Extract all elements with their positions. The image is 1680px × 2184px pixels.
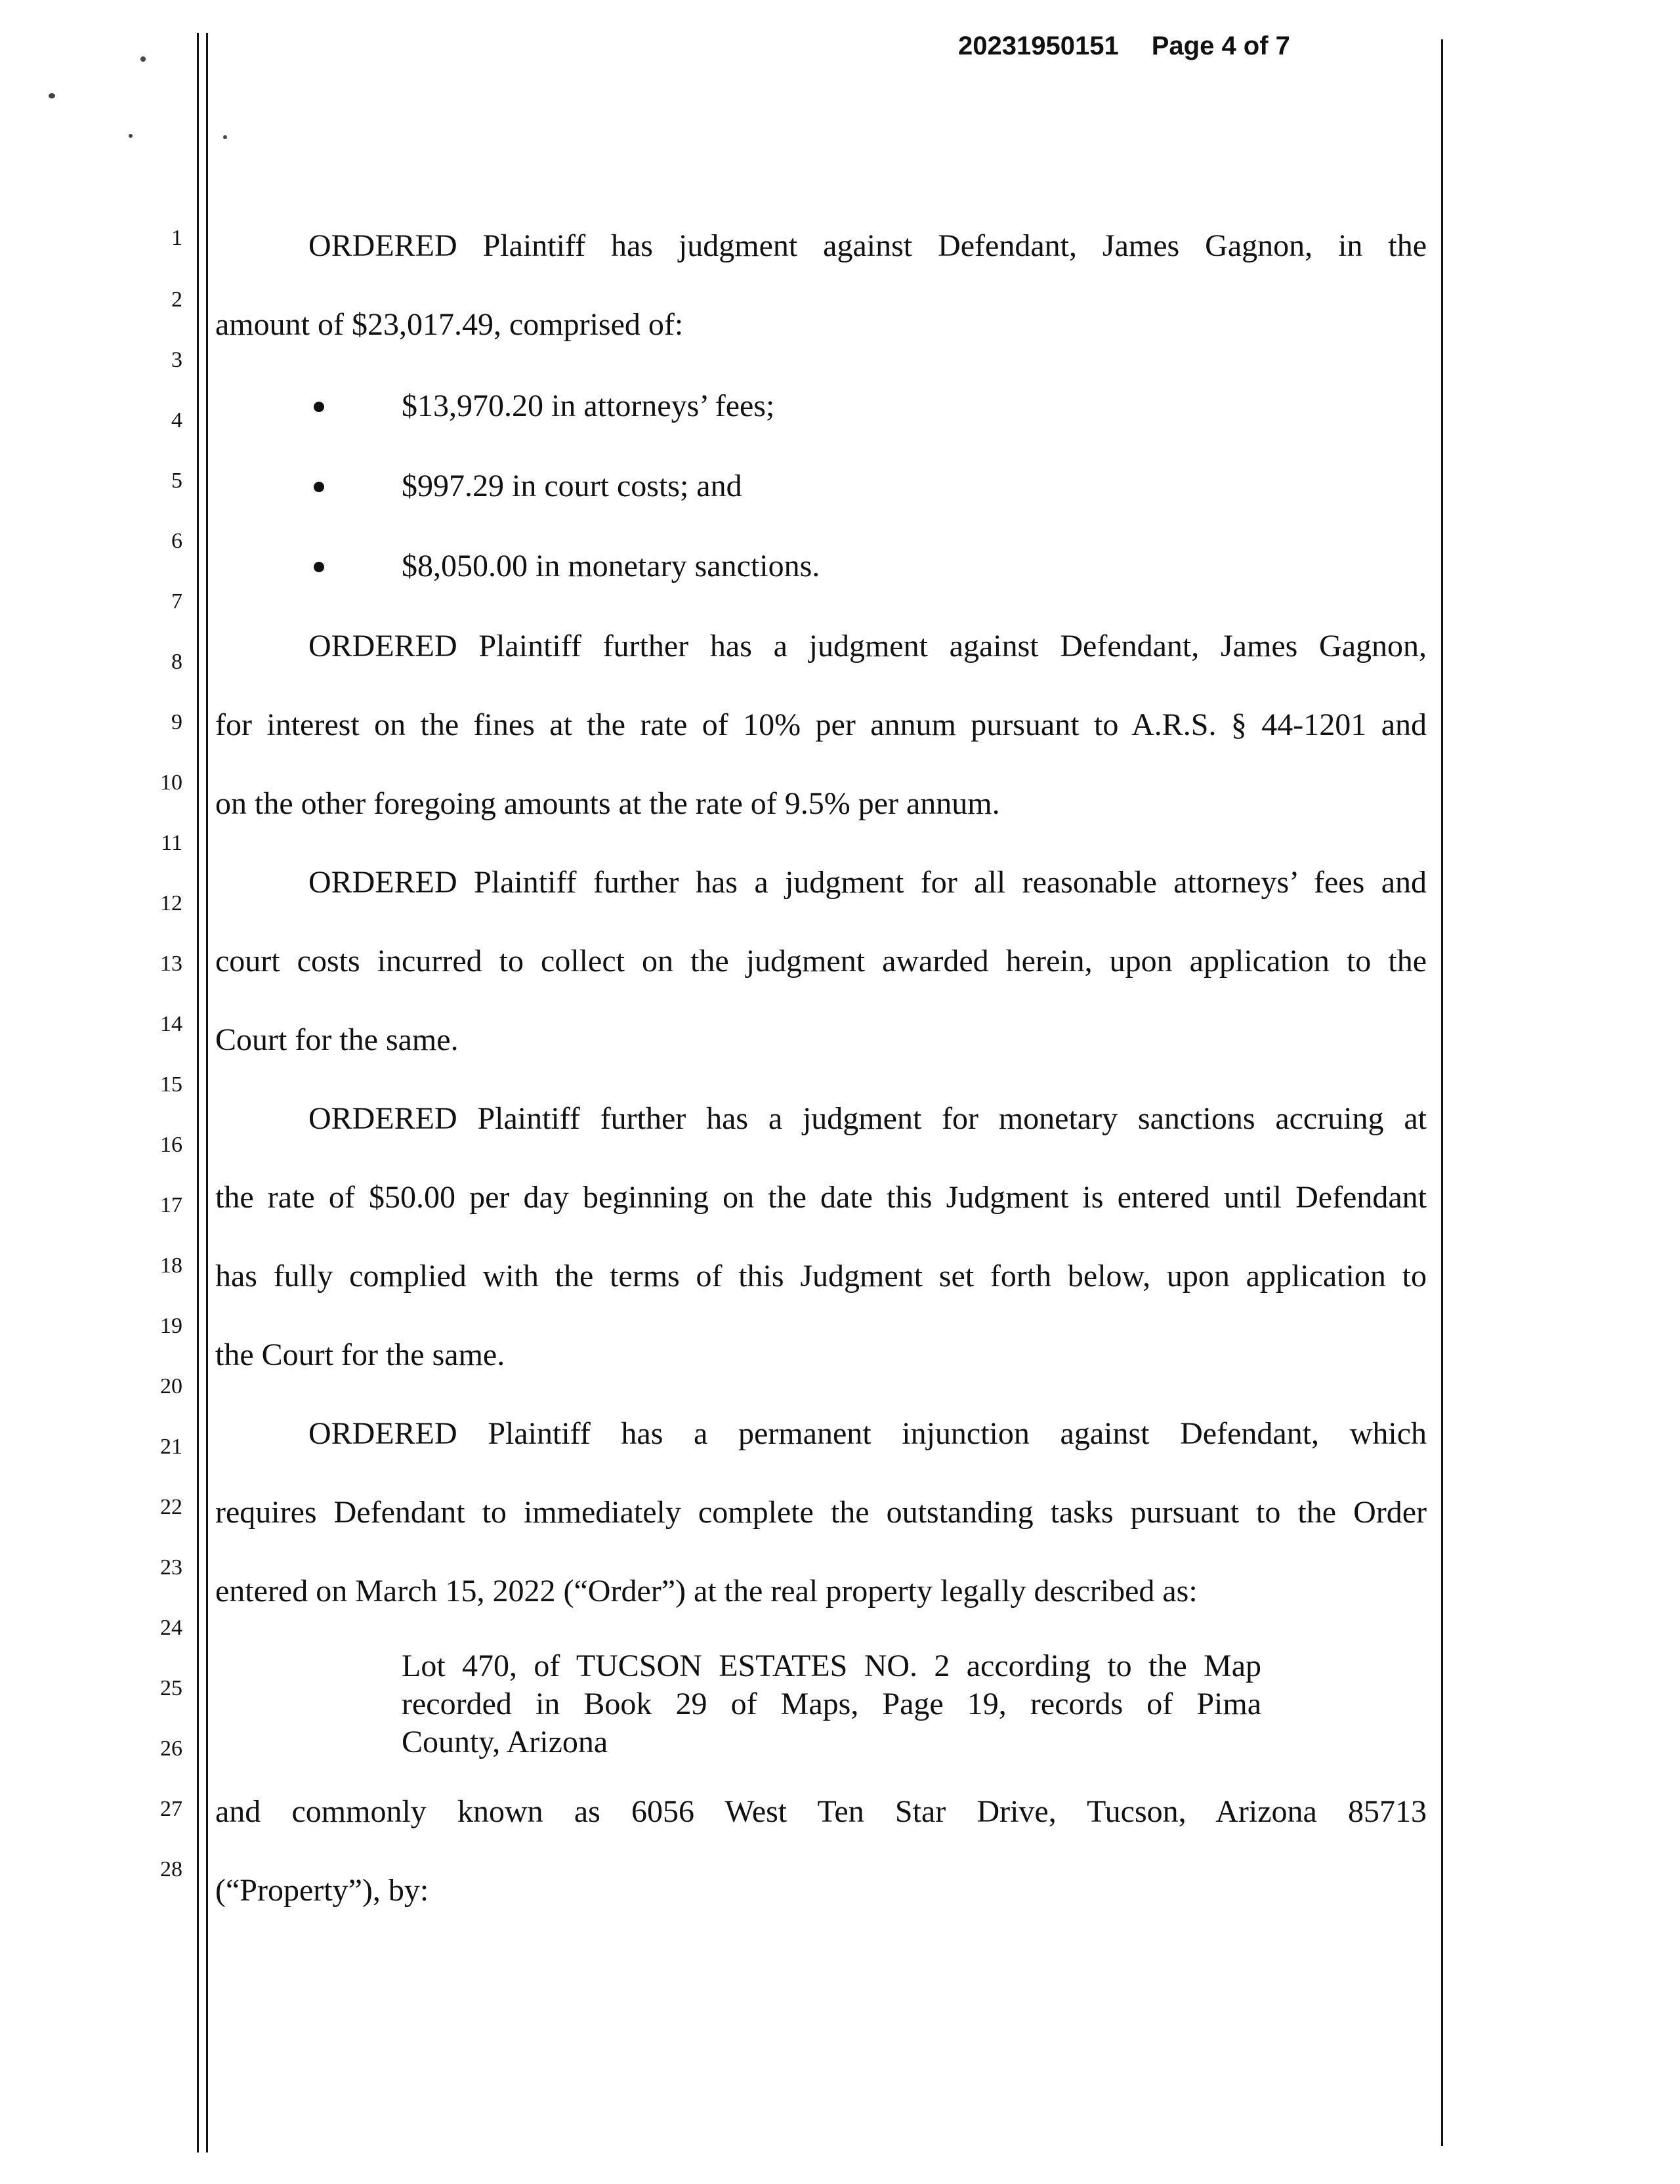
bullet-monetary-sanctions: $8,050.00 in monetary sanctions. — [402, 549, 820, 583]
para6-line1: and commonly known as 6056 West Ten Star Drive, Tucson, Arizona 85713 — [215, 1794, 1427, 1829]
legal-description-line1: Lot 470, of TUCSON ESTATES NO. 2 according to the Map — [402, 1648, 1261, 1683]
line-number: 19 — [160, 1314, 182, 1338]
right-margin-rule — [1441, 39, 1443, 2146]
scan-speck — [223, 135, 227, 139]
line-number: 26 — [160, 1736, 182, 1761]
scan-speck — [49, 93, 55, 98]
line-number: 14 — [160, 1012, 182, 1036]
recording-stamp — [958, 32, 1290, 61]
para4-line3: has fully complied with the terms of this Judgment set forth below, upon application to — [215, 1259, 1427, 1293]
para1-line2: amount of $23,017.49, comprised of: — [215, 307, 684, 342]
line-number: 24 — [160, 1616, 182, 1640]
bullet-attorneys-fees: $13,970.20 in attorneys’ fees; — [402, 388, 775, 423]
line-number: 23 — [160, 1555, 182, 1580]
line-number: 25 — [160, 1676, 182, 1700]
legal-description-line2: recorded in Book 29 of Maps, Page 19, records of Pima — [402, 1687, 1261, 1721]
page-label: Page 4 of 7 — [1151, 32, 1290, 60]
legal-description-line3: County, Arizona — [402, 1725, 608, 1759]
line-number: 3 — [171, 348, 182, 372]
scan-speck — [129, 134, 133, 138]
legal-description — [402, 1647, 1261, 1761]
para5-line1: ORDERED Plaintiff has a permanent injunction against Defendant, which — [308, 1416, 1427, 1451]
line-number: 6 — [171, 529, 182, 553]
para1-line1: ORDERED Plaintiff has judgment against Defendant, James Gagnon, in the — [308, 228, 1427, 263]
para3-line2: court costs incurred to collect on the judgment awarded herein, upon application to the — [215, 944, 1427, 978]
left-margin-rule-outer — [197, 33, 199, 2152]
para2-line1: ORDERED Plaintiff further has a judgment against Defendant, James Gagnon, — [308, 629, 1427, 663]
para3-line1: ORDERED Plaintiff further has a judgment for all reasonable attorneys’ fees and — [308, 865, 1427, 900]
line-number: 13 — [160, 952, 182, 976]
para2-line3: on the other foregoing amounts at the rate of 9.5% per annum. — [215, 786, 1000, 821]
para4-line1: ORDERED Plaintiff further has a judgment for monetary sanctions accruing at — [308, 1101, 1427, 1136]
para4-line4: the Court for the same. — [215, 1337, 505, 1372]
line-number: 27 — [160, 1797, 182, 1821]
line-number: 8 — [171, 650, 182, 674]
line-number: 17 — [160, 1193, 182, 1217]
line-number: 10 — [160, 770, 182, 795]
line-number: 9 — [171, 710, 182, 734]
para5-line2: requires Defendant to immediately complete the outstanding tasks pursuant to the Order — [215, 1495, 1427, 1530]
line-number: 28 — [160, 1857, 182, 1881]
line-number: 16 — [160, 1133, 182, 1157]
para2-line2: for interest on the fines at the rate of 10% per annum pursuant to A.R.S. § 44-1201 and — [215, 707, 1427, 742]
line-number: 2 — [171, 287, 182, 312]
para4-line2: the rate of $50.00 per day beginning on the date this Judgment is entered until Defendant — [215, 1180, 1427, 1215]
line-number: 4 — [171, 408, 182, 432]
bullet-icon — [314, 402, 324, 412]
para6-line2: (“Property”), by: — [215, 1873, 429, 1908]
para3-line3: Court for the same. — [215, 1022, 459, 1057]
document-number: 20231950151 — [958, 32, 1119, 60]
line-number: 1 — [171, 226, 182, 250]
line-number: 22 — [160, 1495, 182, 1519]
left-margin-rule-inner — [206, 33, 208, 2152]
line-number: 12 — [160, 891, 182, 915]
line-number: 15 — [160, 1072, 182, 1097]
line-number: 20 — [160, 1374, 182, 1398]
bullet-icon — [314, 482, 324, 492]
line-number: 7 — [171, 589, 182, 614]
line-number: 5 — [171, 469, 182, 493]
line-number: 18 — [160, 1253, 182, 1278]
line-number: 21 — [160, 1435, 182, 1459]
bullet-court-costs: $997.29 in court costs; and — [402, 469, 742, 503]
scan-speck — [140, 56, 146, 62]
para5-line3: entered on March 15, 2022 (“Order”) at the real property legally described as: — [215, 1574, 1198, 1608]
bullet-icon — [314, 562, 324, 572]
line-number: 11 — [161, 831, 182, 855]
